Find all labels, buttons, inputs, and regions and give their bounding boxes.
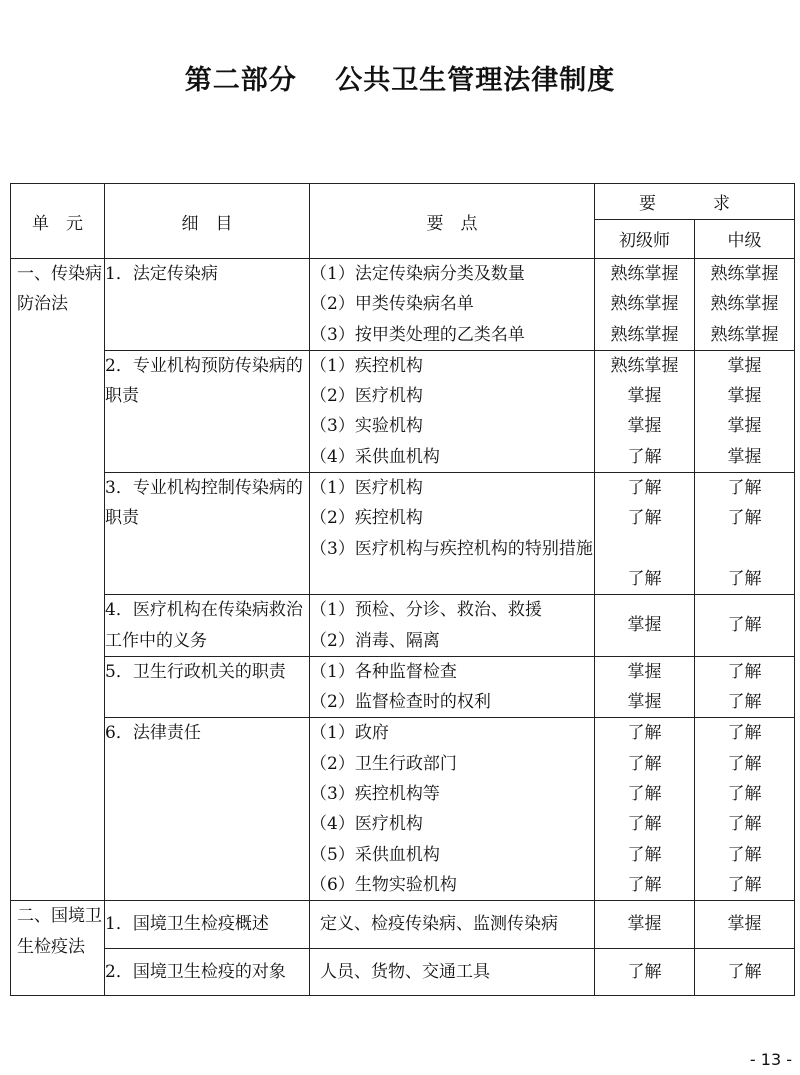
point-line: （2）消毒、隔离: [310, 630, 440, 651]
header-point: 要 点: [310, 184, 595, 259]
point-line: （5）采供血机构: [310, 844, 440, 865]
middle-levels: [695, 595, 795, 657]
item-title: 1．国境卫生检疫概述: [105, 901, 310, 948]
table-row: [11, 948, 795, 995]
item-title: 1．法定传染病: [105, 259, 310, 351]
junior-levels: [595, 595, 695, 657]
point-line: （2）监督检查时的权利: [310, 692, 491, 713]
junior-levels: [595, 948, 695, 995]
level-value: 了解: [627, 478, 662, 499]
level-value: 了解: [727, 844, 762, 865]
level-value: 熟练掌握: [610, 324, 679, 345]
level-value: 了解: [727, 615, 762, 636]
junior-levels: [595, 350, 695, 472]
item-points: [310, 901, 595, 948]
level-value: 掌握: [627, 416, 662, 437]
level-value: 熟练掌握: [610, 294, 679, 315]
point-line: （3）医疗机构与疾控机构的特别措施: [310, 538, 593, 559]
item-title: 4．医疗机构在传染病救治工作中的义务: [105, 595, 310, 657]
table-row: [11, 656, 795, 718]
level-value: 了解: [727, 692, 762, 713]
header-requirement: 要 求: [595, 184, 795, 220]
item-title: 2．专业机构预防传染病的职责: [105, 350, 310, 472]
table-row: [11, 473, 795, 595]
middle-levels: [695, 259, 795, 351]
point-line: （1）政府: [310, 723, 389, 744]
header-row: [11, 184, 795, 220]
level-value: 了解: [727, 784, 762, 805]
junior-levels: [595, 901, 695, 948]
point-line: （3）按甲类处理的乙类名单: [310, 324, 525, 345]
header-junior: 初级师: [595, 219, 695, 258]
point-line: 人员、货物、交通工具: [320, 961, 490, 982]
item-title: 3．专业机构控制传染病的职责: [105, 473, 310, 595]
junior-levels: [595, 259, 695, 351]
page-number: - 13 -: [749, 1050, 792, 1069]
level-value: 掌握: [727, 446, 762, 467]
point-line: （1）医疗机构: [310, 478, 423, 499]
level-value: 掌握: [727, 355, 762, 376]
point-line: （1）各种监督检查: [310, 661, 457, 682]
point-line: （3）实验机构: [310, 416, 423, 437]
level-value: 了解: [727, 661, 762, 682]
page-title: 第二部分 公共卫生管理法律制度: [184, 65, 616, 96]
point-line: （1）疾控机构: [310, 355, 423, 376]
item-title: 6．法律责任: [105, 718, 310, 901]
point-line: （1）预检、分诊、救治、救援: [310, 600, 542, 621]
level-value: 掌握: [627, 661, 662, 682]
item-points: [310, 595, 595, 657]
item-points: [310, 259, 595, 351]
point-line: （4）医疗机构: [310, 814, 423, 835]
level-value: 了解: [627, 446, 662, 467]
table-row: [11, 718, 795, 901]
item-points: [310, 656, 595, 718]
point-line: （2）甲类传染病名单: [310, 294, 474, 315]
level-value: 了解: [627, 753, 662, 774]
level-value: 了解: [627, 508, 662, 529]
middle-levels: [695, 718, 795, 901]
junior-levels: [595, 718, 695, 901]
item-points: [310, 473, 595, 595]
point-line: （1）法定传染病分类及数量: [310, 264, 525, 284]
level-value: 熟练掌握: [610, 264, 679, 284]
junior-levels: [595, 473, 695, 595]
spacer: [695, 534, 794, 564]
level-value: 了解: [727, 814, 762, 835]
level-value: 了解: [627, 814, 662, 835]
point-line: （2）医疗机构: [310, 386, 423, 407]
level-value: 了解: [727, 723, 762, 744]
level-value: 了解: [727, 753, 762, 774]
level-value: 了解: [727, 874, 762, 895]
header-middle: 中级: [695, 219, 795, 258]
level-value: 了解: [627, 961, 662, 982]
level-value: 了解: [727, 508, 762, 529]
level-value: 掌握: [627, 692, 662, 713]
unit-label: 二、国境卫生检疫法: [11, 901, 105, 996]
middle-levels: [695, 948, 795, 995]
level-value: 熟练掌握: [710, 294, 779, 315]
middle-levels: [695, 473, 795, 595]
level-value: 熟练掌握: [710, 264, 779, 284]
middle-levels: [695, 350, 795, 472]
item-points: [310, 350, 595, 472]
table-row: [11, 350, 795, 472]
level-value: 了解: [627, 568, 662, 589]
level-value: 熟练掌握: [710, 324, 779, 345]
item-points: [310, 718, 595, 901]
item-points: [310, 948, 595, 995]
item-title: 5．卫生行政机关的职责: [105, 656, 310, 718]
syllabus-table: [10, 183, 795, 996]
level-value: 了解: [727, 568, 762, 589]
level-value: 了解: [627, 723, 662, 744]
table-row: [11, 259, 795, 351]
header-unit: 单 元: [11, 184, 105, 259]
level-value: 了解: [727, 478, 762, 499]
junior-levels: [595, 656, 695, 718]
level-value: 熟练掌握: [610, 355, 679, 376]
table-row: [11, 595, 795, 657]
level-value: 掌握: [727, 914, 762, 935]
item-title: 2．国境卫生检疫的对象: [105, 948, 310, 995]
level-value: 掌握: [627, 914, 662, 935]
point-line: （4）采供血机构: [310, 446, 440, 467]
spacer: [595, 534, 694, 564]
point-line: （3）疾控机构等: [310, 784, 440, 805]
middle-levels: [695, 656, 795, 718]
level-value: 掌握: [727, 416, 762, 437]
table-row: [11, 901, 795, 948]
level-value: 了解: [627, 874, 662, 895]
level-value: 了解: [627, 844, 662, 865]
point-line: （6）生物实验机构: [310, 874, 457, 895]
point-line: 定义、检疫传染病、监测传染病: [320, 914, 558, 935]
level-value: 掌握: [627, 615, 662, 636]
unit-label: 一、传染病防治法: [11, 259, 105, 901]
point-line: （2）疾控机构: [310, 508, 423, 529]
point-line: （2）卫生行政部门: [310, 753, 457, 774]
header-item: 细 目: [105, 184, 310, 259]
level-value: 了解: [727, 961, 762, 982]
level-value: 了解: [627, 784, 662, 805]
middle-levels: [695, 901, 795, 948]
level-value: 掌握: [627, 386, 662, 407]
level-value: 掌握: [727, 386, 762, 407]
